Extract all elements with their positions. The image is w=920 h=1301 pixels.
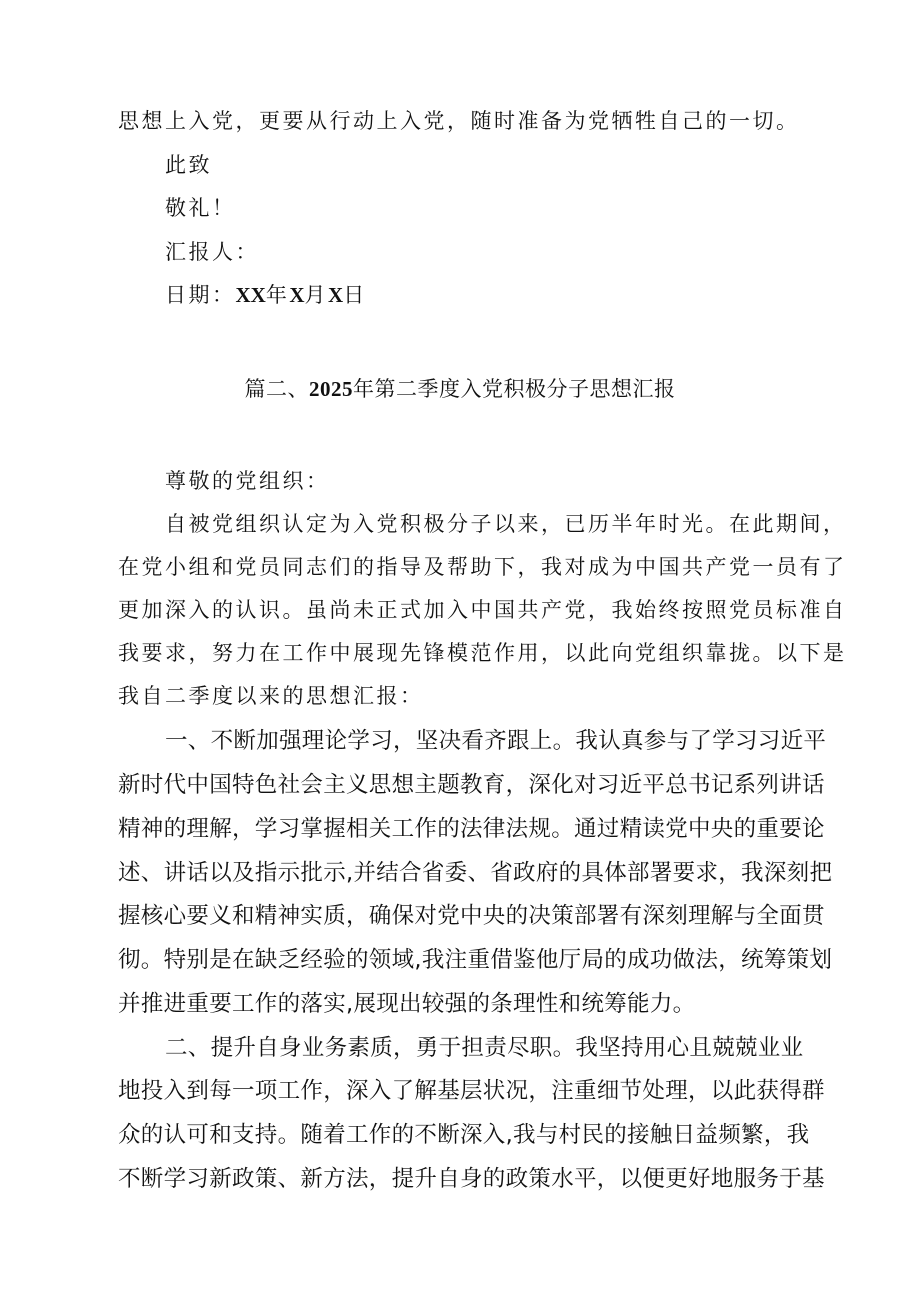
intro-line: 在党小组和党员同志们的指导及帮助下，我对成为中国共产党一员有了 xyxy=(118,555,847,579)
point1-line: 并推进重要工作的落实,展现出较强的条理性和统筹能力。 xyxy=(118,991,696,1017)
point2-line: 不断学习新政策、新方法，提升自身的政策水平，以便更好地服务于基 xyxy=(118,1166,825,1192)
point2-line: 众的认可和支持。随着工作的不断深入,我与村民的接触日益频繁，我 xyxy=(118,1122,810,1148)
closing-line: 思想上入党，更要从行动上入党，随时准备为党牺牲自己的一切。 xyxy=(118,109,800,133)
point1-line: 一、不断加强理论学习，坚决看齐跟上。我认真参与了学习习近平 xyxy=(165,728,827,754)
date-year-placeholder: XX xyxy=(235,283,266,307)
intro-line: 我自二季度以来的思想汇报： xyxy=(118,684,424,708)
title-year: 2025 xyxy=(309,377,353,401)
date-year-char: 年 xyxy=(265,283,290,307)
intro-line: 我要求，努力在工作中展现先锋模范作用，以此向党组织靠拢。以下是 xyxy=(118,641,847,665)
point2-line: 地投入到每一项工作，深入了解基层状况，注重细节处理，以此获得群 xyxy=(118,1078,825,1104)
date-day-placeholder: X xyxy=(328,283,344,307)
point1-line: 握核心要义和精神实质，确保对党中央的决策部署有深刻理解与全面贯 xyxy=(118,903,825,929)
date-month-char: 月 xyxy=(304,283,329,307)
date-line xyxy=(165,280,845,310)
point1-line: 述、讲话以及指示批示,并结合省委、省政府的具体部署要求，我深刻把 xyxy=(118,860,833,886)
date-label: 日期： xyxy=(165,283,236,307)
point2-line: 二、提升自身业务素质，勇于担责尽职。我坚持用心且兢兢业业 xyxy=(165,1035,804,1061)
salutation-jingli: 敬礼！ xyxy=(165,196,236,220)
point1-line: 彻。特别是在缺乏经验的领域,我注重借鉴他厅局的成功做法，统筹策划 xyxy=(118,947,833,973)
date-day-char: 日 xyxy=(343,283,367,307)
intro-line: 更加深入的认识。虽尚未正式加入中国共产党，我始终按照党员标准自 xyxy=(118,598,847,622)
point1-line: 精神的理解，学习掌握相关工作的法律法规。通过精读党中央的重要论 xyxy=(118,816,825,842)
salutation-cizhi: 此致 xyxy=(165,153,212,177)
title-prefix: 篇二、 xyxy=(244,377,309,401)
section-title xyxy=(0,374,920,404)
point1-line: 新时代中国特色社会主义思想主题教育，深化对习近平总书记系列讲话 xyxy=(118,772,825,798)
date-month-placeholder: X xyxy=(289,283,305,307)
greeting: 尊敬的党组织： xyxy=(165,469,330,493)
intro-line: 自被党组织认定为入党积极分子以来，已历半年时光。在此期间， xyxy=(165,512,847,536)
reporter-label: 汇报人： xyxy=(165,240,259,264)
title-rest: 年第二季度入党积极分子思想汇报 xyxy=(353,377,676,401)
